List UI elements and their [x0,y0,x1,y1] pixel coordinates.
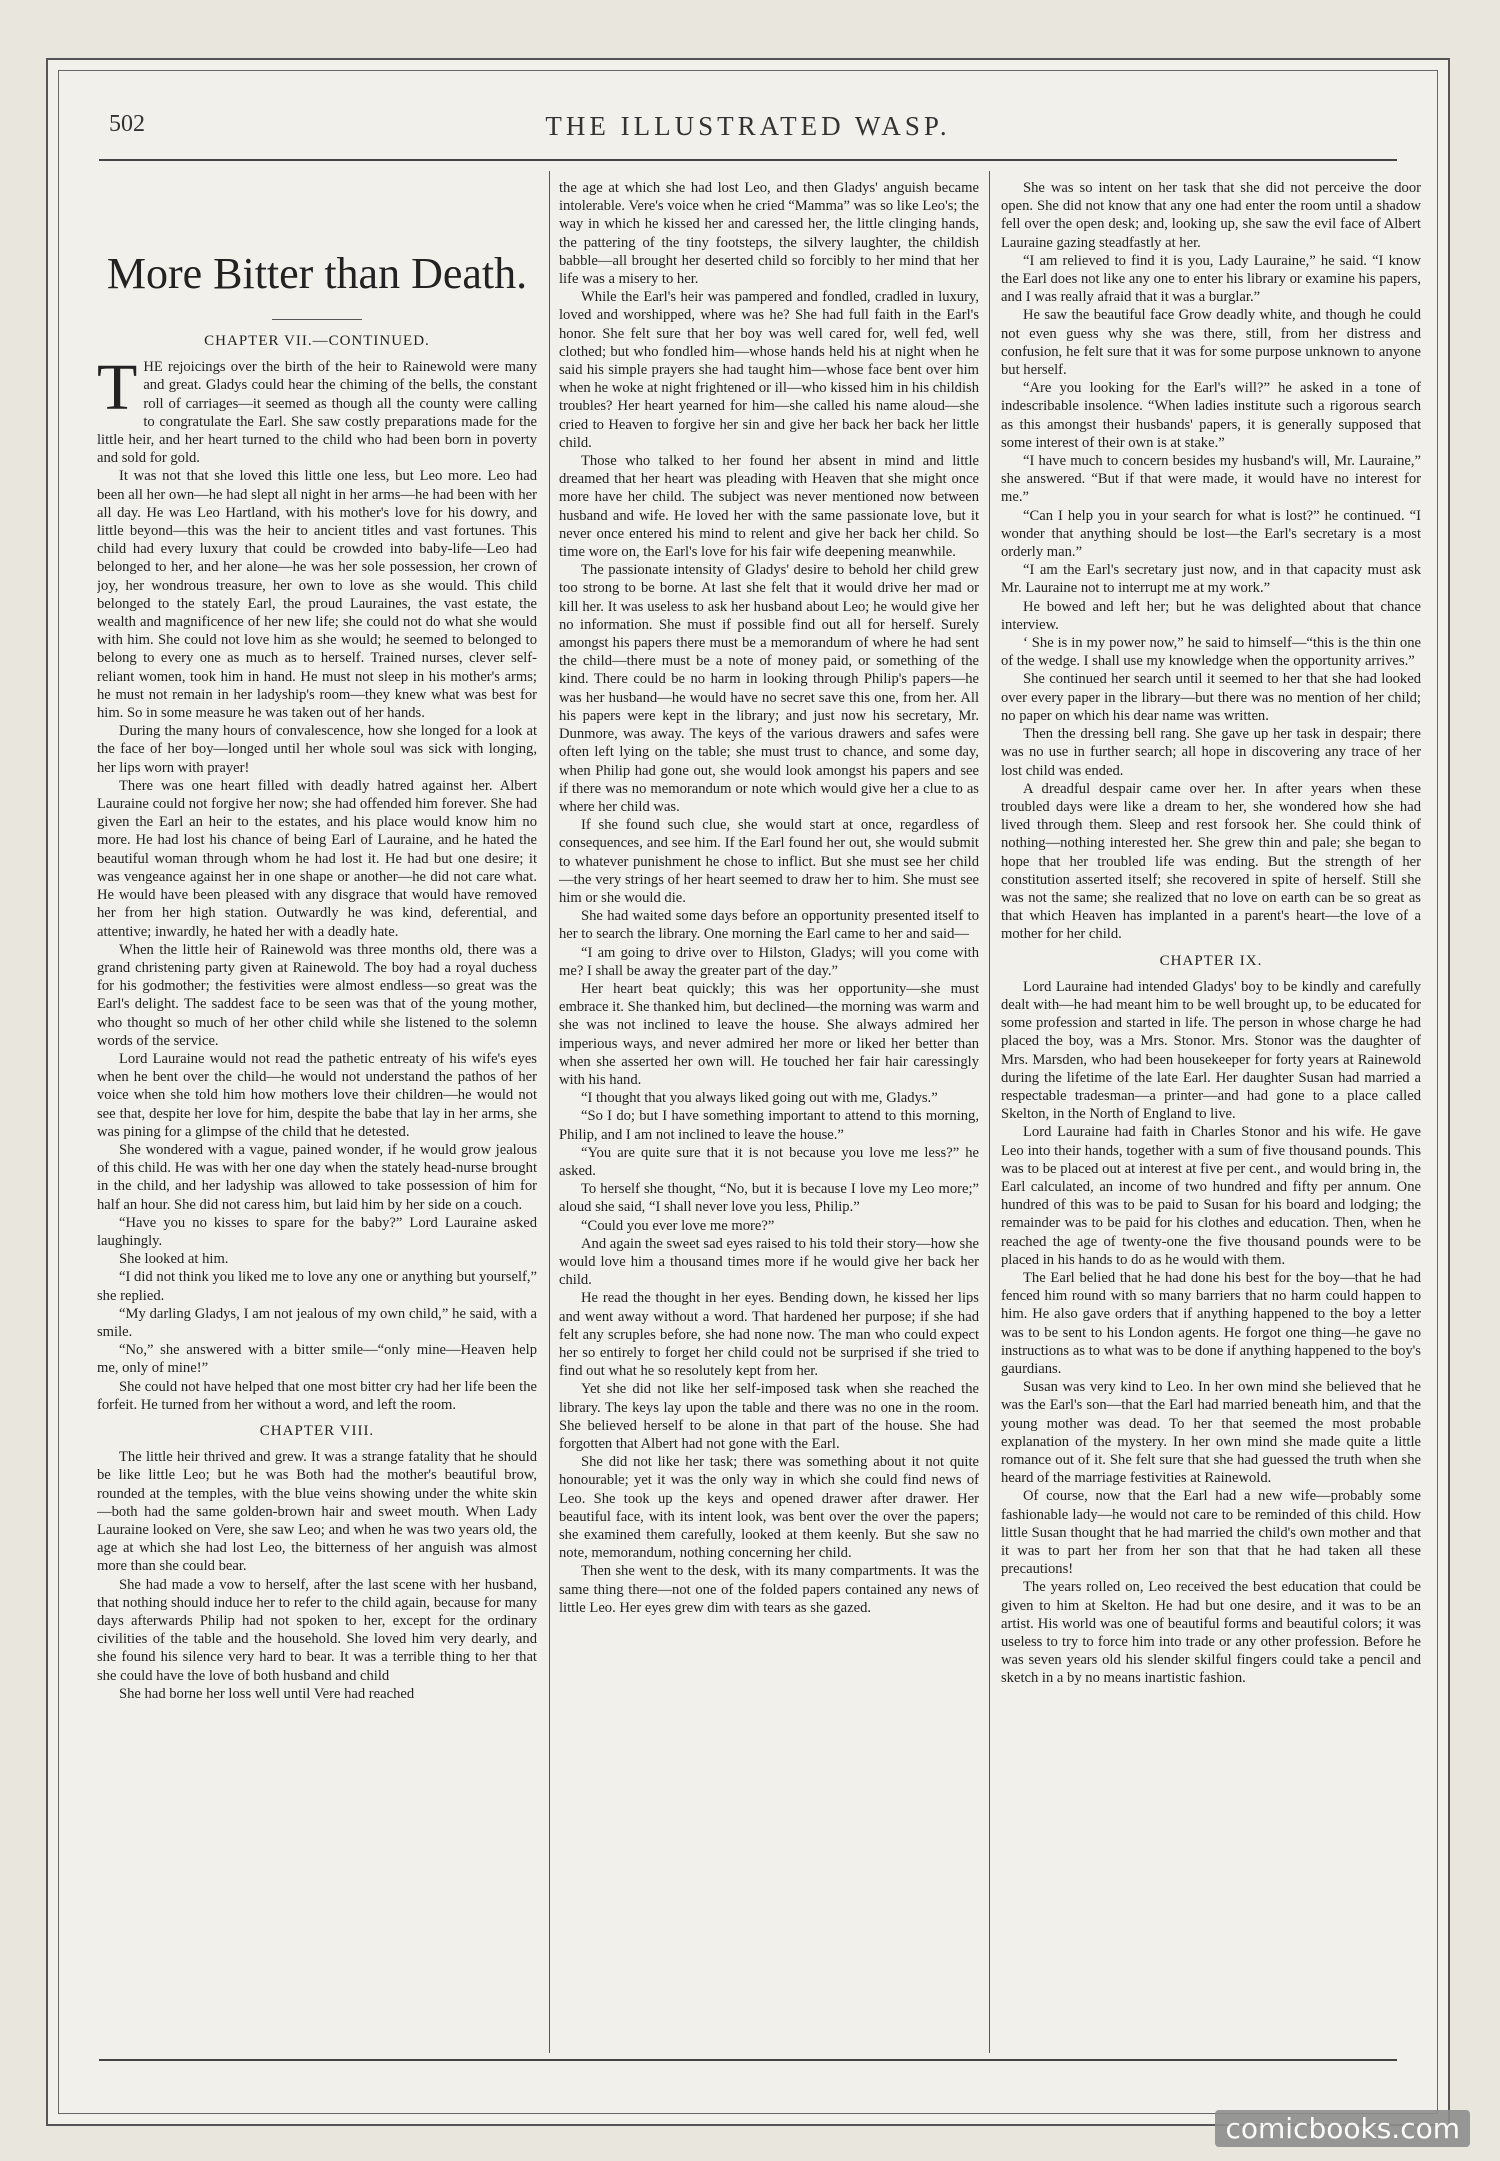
paragraph: If she found such clue, she would start at once, regardless of consequences, and see him. If the Earl found her out, she would submit to whatever punishment he chose to inflict. But she must see her child—the very strings of her heart seemed to draw her to him. She must see him or she would die. [559,817,979,906]
paragraph: While the Earl's heir was pampered and fondled, cradled in luxury, loved and worshipped, where was he? She had full faith in the Earl's honor. She felt sure that her boy was well cared for, well fed, well clothed; but who fondled him—whose hands held his at night when he said his simple prayers she had taught him—whose face bent over him when he woke at night frightened or ill—who kissed him in his childish troubles? Her heart yearned for him—she called his name aloud—she cried to Heaven to forgive her sin and give her back her back her little child. [559,289,979,451]
paragraph: “Could you ever love me more?” [581,1217,775,1234]
paragraph: “I thought that you always liked going out with me, Gladys.” [581,1090,938,1107]
paragraph: “No,” she answered with a bitter smile—“only mine—Heaven help me, only of mine!” [97,1342,537,1377]
paragraph: “Have you no kisses to spare for the baby?” Lord Lauraine asked laughingly. [97,1214,537,1249]
article-column-1 [97,179,537,2049]
paragraph: “I am relieved to find it is you, Lady Lauraine,” he said. “I know the Earl does not like any one to enter his library or examine his papers, and I was really afraid that it was a burglar.” [1001,252,1421,306]
paragraph: “My darling Gladys, I am not jealous of my own child,” he said, with a smile. [97,1305,537,1340]
paragraph: Of course, now that the Earl had a new wife—probably some fashionable lady—he would not care to be reminded of this child. How little Susan thought that he had married the child's own mother and that it was to part her from her son that that he had taken all these precautions! [1001,1488,1421,1578]
chapter-heading: CHAPTER VII.—CONTINUED. [204,333,430,349]
paragraph: “I have much to concern besides my husband's will, Mr. Lauraine,” she answered. “But if that were made, it would have no interest for me.” [1001,453,1421,506]
paragraph: He bowed and left her; but he was delighted about that chance interview. [1001,598,1421,633]
chapter-heading: CHAPTER VIII. [259,1422,375,1439]
paragraph: When the little heir of Rainewold was three months old, there was a grand christening party given at Rainewold. The boy had a royal duchess for his godmother; the festivities were almost endless—so great was the Earl's delight. The saddest face to be seen was that of the young mother, who thought so much of her other child while she listened to the solemn words of the service. [97,941,537,1049]
paragraph: She had made a vow to herself, after the last scene with her husband, that nothing should induce her to refer to the child again, because for many days afterwards Philip had not spoken to her, except for the ordinary civilities of the table and the household. She loved him very dearly, and she found his silence very hard to bear. It was a terrible thing to her that she could have the love of both husband and child [97,1576,537,1684]
paragraph: She wondered with a vague, pained wonder, if he would grow jealous of this child. He was with her one day when the stately head-nurse brought in the child, and her ladyship was allowed to take possession of him for half an hour. She did not caress him, but laid him by her side on a couch. [97,1141,537,1213]
column-divider-1 [549,171,550,2053]
watermark-logo: comicbooks.com [1215,2110,1470,2147]
paragraph: “Can I help you in your search for what is lost?” he continued. “I wonder that anything should be lost—the Earl's secretary is a most orderly man.” [1001,507,1421,561]
paragraph: Those who talked to her found her absent in mind and little dreamed that her heart was pleading with Heaven that she might once more have her child. The subject was never mentioned now between husband and wife. He loved her with the same passionate love, but it never once entered his mind to relent and give her back her child. So time wore on, the Earl's love for his fair wife deepening meanwhile. [559,453,979,561]
paragraph: “You are quite sure that it is not because you love me less?” he asked. [559,1144,979,1179]
paragraph: She was so intent on her task that she did not perceive the door open. She did not know that any one had enter the room until a shadow fell over the open desk; and, looking up, she saw the evil face of Albert Lauraine gazing steadfastly at her. [1001,180,1421,251]
paragraph: Her heart beat quickly; this was her opportunity—she must embrace it. She thanked him, but declined—the morning was warm and she was not inclined to leave the house. She always admired her imperious ways, and never admired her more or liked her better than when she asserted her own will. He touched her fair hair caressingly with his hand. [559,980,979,1088]
paragraph: Yet she did not like her self-imposed task when she reached the library. The keys lay upon the table and there was no one in the room. She believed herself to be alone in that part of the house. She had forgotten that Albert had not gone with the Earl. [559,1381,979,1453]
paragraph: During the many hours of convalescence, how she longed for a look at the face of her boy—longed until her whole soul was sick with longing, her lips worn with prayer! [97,723,537,776]
paragraph: “I am going to drive over to Hilston, Gladys; will you come with me? I shall be away the greater part of the day.” [559,944,979,979]
column-divider-2 [989,171,990,2053]
paragraph: Lord Lauraine had intended Gladys' boy to be kindly and carefully dealt with—he had meant him to be well brought up, to be educated for some profession and started in life. The person in whose charge he had placed the boy, was a Mrs. Stonor. Mrs. Stonor was the daughter of Mrs. Marsden, who had been housekeeper for forty years at Rainewold during the lifetime of the late Earl. Her daughter Susan had married a respectable tradesman—a printer—and had gone to a place called Skelton, in the North of England to live. [1001,978,1421,1123]
page-inner-border [58,70,1438,2114]
paragraph: The passionate intensity of Gladys' desire to behold her child grew too strong to be borne. At last she felt that it would drive her mad or kill her. It was useless to ask her husband about Leo; he would give her no information. She must if possible find out all for herself. Surely amongst his papers there must be a memorandum of where he had sent the child—there must be a note of money paid, or something of the kind. There could be no harm in looking through Philip's papers—he was her husband—he would have no secret save this one, from her. All his papers were kept in the library; and just now his secretary, Mr. Dunmore, was away. The keys of the various drawers and safes were often left lying on the table; she must trust to chance, and some day, when Philip had gone out, she would look amongst his papers and see if there was no memorandum or note which would give her a clue to as where her child was. [559,562,979,815]
paragraph: the age at which she had lost Leo, and then Gladys' anguish became intolerable. Vere's voice when he cried “Mamma” was so like Leo's; the way in which he kissed her and caressed her, the little clinging hands, the pattering of the tiny footsteps, the silvery laughter, the childish babble—all brought her deserted child so forcibly to her mind that her life was a misery to her. [559,180,979,288]
page-number: 502 [109,111,145,137]
paragraph: To herself she thought, “No, but it is because I love my Leo more;” aloud she said, “I shall never love you less, Philip.” [559,1181,979,1216]
paragraph: Then the dressing bell rang. She gave up her task in despair; there was no use in further search; all hope in discovering any trace of her lost child was ended. [1001,726,1421,779]
paragraph: Susan was very kind to Leo. In her own mind she believed that he was the Earl's son—that the Earl had married beneath him, and that the young mother was dead. To her that seemed the most probable explanation of the mystery. In her own mind she made quite a little romance out of it. She felt sure that she had guessed the truth when she heard of the marriage festivities at Rainewold. [1001,1379,1421,1487]
paragraph: She looked at him. [119,1251,229,1268]
paragraph: And again the sweet sad eyes raised to his told their story—how she would love him a thousand times more if he would give her back her child. [559,1235,979,1289]
header-rule [99,159,1397,161]
paragraph: She had borne her loss well until Vere had reached [119,1685,415,1702]
paragraph: She did not like her task; there was something about it not quite honourable; yet it was the only way in which she could find news of Leo. She took up the keys and opened drawer after drawer. Her beautiful face, with its intent look, was bent over the over the papers; she examined them carefully, looked at them keenly. But she saw no note, memorandum, nothing concerning her child. [559,1454,979,1562]
paragraph: She had waited some days before an opportunity presented itself to her to search the library. One morning the Earl came to her and said— [559,908,979,943]
paragraph: Lord Lauraine had faith in Charles Stonor and his wife. He gave Leo into their hands, together with a sum of five thousand pounds. This was to be placed out at interest at five per cent., and would bring in, the Earl calculated, an income of two hundred and fifty per annum. One hundred of this was to be paid to Susan for his board and lodging; the remainder was to be paid for his clothes and education. Then, when he reached the age of twenty-one the five thousand pounds were to be placed in his hands to do as he would with them. [1001,1124,1421,1268]
article-column-2 [559,179,979,2049]
paragraph: He saw the beautiful face Grow deadly white, and though he could not even guess why she was there, still, from her distress and confusion, he felt sure that it was for some purpose unknown to anyone but herself. [1001,307,1421,379]
paragraph: The little heir thrived and grew. It was a strange fatality that he should be like little Leo; but he was Both had the mother's beautiful brow, rounded at the temples, with the blue veins showing under the white skin—both had the same golden-brown hair and sweet mouth. When Lady Lauraine looked on Vere, she saw Leo; and when he was two years old, the age at which she had lost Leo, the bitterness of her anguish was almost more than she could bear. [97,1449,537,1575]
drop-cap: T [97,351,138,425]
paragraph: “I am the Earl's secretary just now, and in that capacity must ask Mr. Lauraine not to interrupt me at my work.” [1001,562,1421,597]
paragraph: “Are you looking for the Earl's will?” he asked in a tone of indescribable insolence. “When ladies institute such a rigorous search as this amongst their husbands' papers, it is generally supposed that some interest of their own is at stake.” [1001,380,1421,451]
title-rule [272,319,362,320]
paragraph: Then she went to the desk, with its many compartments. It was the same thing there—not one of the folded papers contained any news of little Leo. Her eyes grew dim with tears as she gazed. [559,1563,979,1616]
paragraph: “I did not think you liked me to love any one or anything but yourself,” she replied. [97,1269,537,1304]
paragraph: The years rolled on, Leo received the best education that could be given to him at Skelton. He had but one desire, and it was to be an artist. His world was one of beautiful forms and beautiful colors; it was useless to try to force him into trade or any other profession. Before he was seven years old his slender skilful fingers could take a pencil and sketch in a by no means inartistic fashion. [1001,1579,1421,1687]
paragraph: She continued her search until it seemed to her that she had looked over every paper in the library—but there was no mention of her child; no paper on which his dear name was written. [1001,671,1421,724]
paragraph: A dreadful despair came over her. In after years when these troubled days were like a dream to her, she wondered how she had lived through them. Sleep and rest forsook her. She could think of nothing—nothing interested her. She grew thin and pale; she began to hope that her troubled life was ending. But the strength of her constitution asserted itself; she recovered in spite of herself. Still she was not the same; she realized that no love on earth can be so great as that which Heaven has implanted in a parent's heart—the love of a mother for her child. [1001,780,1421,943]
paragraph: Lord Lauraine would not read the pathetic entreaty of his wife's eyes when he bent over the child—he would not understand the pathos of her voice when she told him how mothers love their children—he would not see that, despite her love for him, despite the babe that lay in her arms, she was pining for a glimpse of the child that he detested. [97,1050,537,1140]
paragraph: The Earl belied that he had done his best for the boy—that he had fenced him round with so many barriers that no harm could happen to him. He also gave orders that if anything happened to the boy a letter was to be sent to his London agents. He forgot one thing—he gave no instructions as to what was to be done if anything happened to the boy's gaurdians. [1001,1269,1421,1377]
masthead: THE ILLUSTRATED WASP. [545,111,951,141]
paragraph: THE rejoicings over the birth of the heir to Rainewold were many and great. Gladys could hear the chiming of the bells, the constant roll of carriages—it seemed as though all the county were calling to congratulate the Earl. She saw costly preparations made for the little heir, and her heart turned to the child who had been born in poverty and sold for gold. [97,351,537,467]
paragraph: It was not that she loved this little one less, but Leo more. Leo had been all her own—he had slept all night in her arms—he had been with her all day. He was Leo Hartland, with his mother's love for his dowry, and little beyond—this was the heir to ancient titles and vast fortunes. This child had every luxury that could be crowded into baby-life—Leo had belonged to her, and her alone—he was her sole possession, her crown of joy, her wondrous treasure, her own to love as she would. This child belonged to the stately Earl, the proud Lauraines, the vast estate, the wealth and magnificence of her new life; she could not do what she would with him. She could not love him as she would; he seemed to belonged to belong to every one as much as to herself. Trained nurses, clever self-reliant women, took him in hand. He must not sleep in his mother's arms; he must not remain in her ladyship's room—they knew what was best for him. So in some measure he was taken out of her hands. [97,468,537,722]
paragraph: He read the thought in her eyes. Bending down, he kissed her lips and went away without a word. That hardened her purpose; if she had felt any scruples before, she had none now. The man who could expect her so entirely to forget her child could not be surprised if she tried to find out what he so resolutely kept from her. [559,1290,979,1380]
paragraph: She could not have helped that one most bitter cry had her life been the forfeit. He turned from her without a word, and left the room. [97,1378,537,1413]
page-sheet [46,58,1450,2126]
paragraph: There was one heart filled with deadly hatred against her. Albert Lauraine could not forgive her now; she had offended him forever. She had given the Earl an heir to the estates, and his place would know him no more. He had lost his chance of being Earl of Lauraine, and he hated the beautiful woman through whom he had lost it. He had but one desire; it was vengeance against her in one shape or another—he did not care what. He would have been pleased with any disgrace that would have removed her from her high station. Outwardly he was kind, deferential, and attentive; inwardly, he hated her with a deadly hate. [97,777,537,940]
article-column-3 [1001,179,1421,2049]
paragraph: ‘ She is in my power now,” he said to himself—“this is the thin one of the wedge. I shall use my knowledge when the opportunity arrives.” [1001,635,1421,670]
chapter-heading: CHAPTER IX. [1159,952,1263,969]
article-title: More Bitter than Death. [106,249,528,298]
footer-rule [99,2059,1397,2061]
paragraph: “So I do; but I have something important to attend to this morning, Philip, and I am not inclined to leave the house.” [559,1108,979,1143]
